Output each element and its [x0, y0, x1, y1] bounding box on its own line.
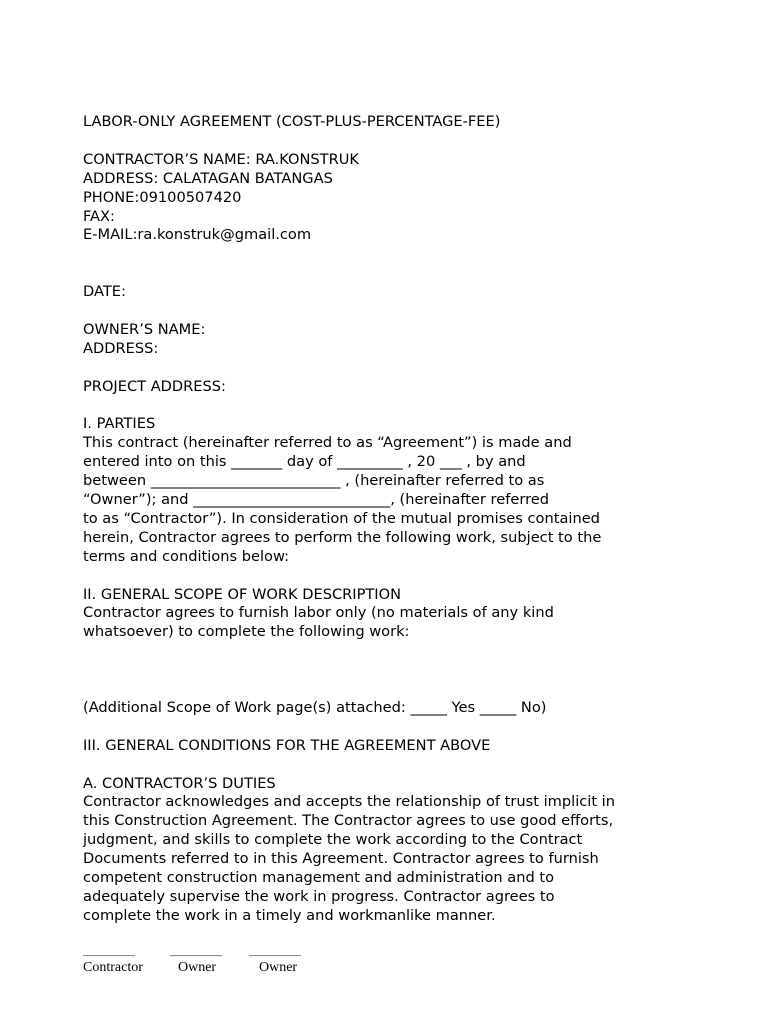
document-title: LABOR-ONLY AGREEMENT (COST-PLUS-PERCENTAGE-FEE): [83, 113, 501, 130]
duties-line: judgment, and skills to complete the work according to the Contract: [83, 831, 583, 849]
parties-line: entered into on this _______ day of _________ , 20 ___ , by and: [83, 453, 526, 471]
duties-line: adequately supervise the work in progress. Contractor agrees to: [83, 888, 555, 905]
scope-line: Contractor agrees to furnish labor only (no materials of any kind: [83, 604, 554, 622]
signature-line-owner-2: ________: [249, 942, 301, 957]
section-heading-scope: II. GENERAL SCOPE OF WORK DESCRIPTION: [83, 585, 402, 603]
signature-label-owner: Owner: [178, 960, 217, 975]
parties-line: “Owner”); and ___________________________, (hereinafter referred: [83, 491, 549, 509]
agreement-body: [83, 113, 683, 926]
owner-address: ADDRESS:: [83, 339, 159, 357]
duties-line: competent construction management and administration and to: [83, 869, 554, 887]
contractor-address: ADDRESS: CALATAGAN BATANGAS: [83, 169, 333, 187]
parties-line: to as “Contractor”). In consideration of the mutual promises contained: [83, 509, 600, 527]
contractor-phone: PHONE:09100507420: [83, 188, 242, 206]
signature-label-owner-2: Owner: [259, 960, 298, 975]
date-field: DATE:: [83, 283, 126, 301]
parties-line: herein, Contractor agrees to perform the following work, subject to the: [83, 528, 602, 546]
section-heading-conditions: III. GENERAL CONDITIONS FOR THE AGREEMENT ABOVE: [83, 736, 491, 754]
duties-line: complete the work in a timely and workmanlike manner.: [83, 906, 496, 924]
scope-line: whatsoever) to complete the following work:: [83, 623, 410, 641]
duties-line: this Construction Agreement. The Contractor agrees to use good efforts,: [83, 812, 614, 830]
contractor-name: CONTRACTOR’S NAME: RA.KONSTRUK: [83, 150, 359, 168]
contractor-email: E-MAIL:ra.konstruk@gmail.com: [83, 226, 312, 244]
section-heading-parties: I. PARTIES: [83, 415, 156, 433]
parties-line: terms and conditions below:: [83, 547, 289, 565]
parties-line: between __________________________ , (hereinafter referred to as: [83, 472, 545, 490]
signature-line-owner: ________: [170, 942, 222, 957]
additional-scope-line: (Additional Scope of Work page(s) attached: _____ Yes _____ No): [83, 698, 547, 716]
owner-name: OWNER’S NAME:: [83, 320, 206, 338]
parties-line: This contract (hereinafter referred to as “Agreement”) is made and: [83, 434, 572, 452]
section-heading-duties: A. CONTRACTOR’S DUTIES: [83, 774, 276, 792]
duties-line: Contractor acknowledges and accepts the relationship of trust implicit in: [83, 793, 615, 811]
contractor-fax: FAX:: [83, 207, 115, 225]
project-address: PROJECT ADDRESS:: [83, 377, 226, 395]
duties-line: Documents referred to in this Agreement. Contractor agrees to furnish: [83, 850, 599, 868]
signature-line-contractor: ________: [83, 942, 135, 957]
signature-label-contractor: Contractor: [83, 960, 143, 975]
